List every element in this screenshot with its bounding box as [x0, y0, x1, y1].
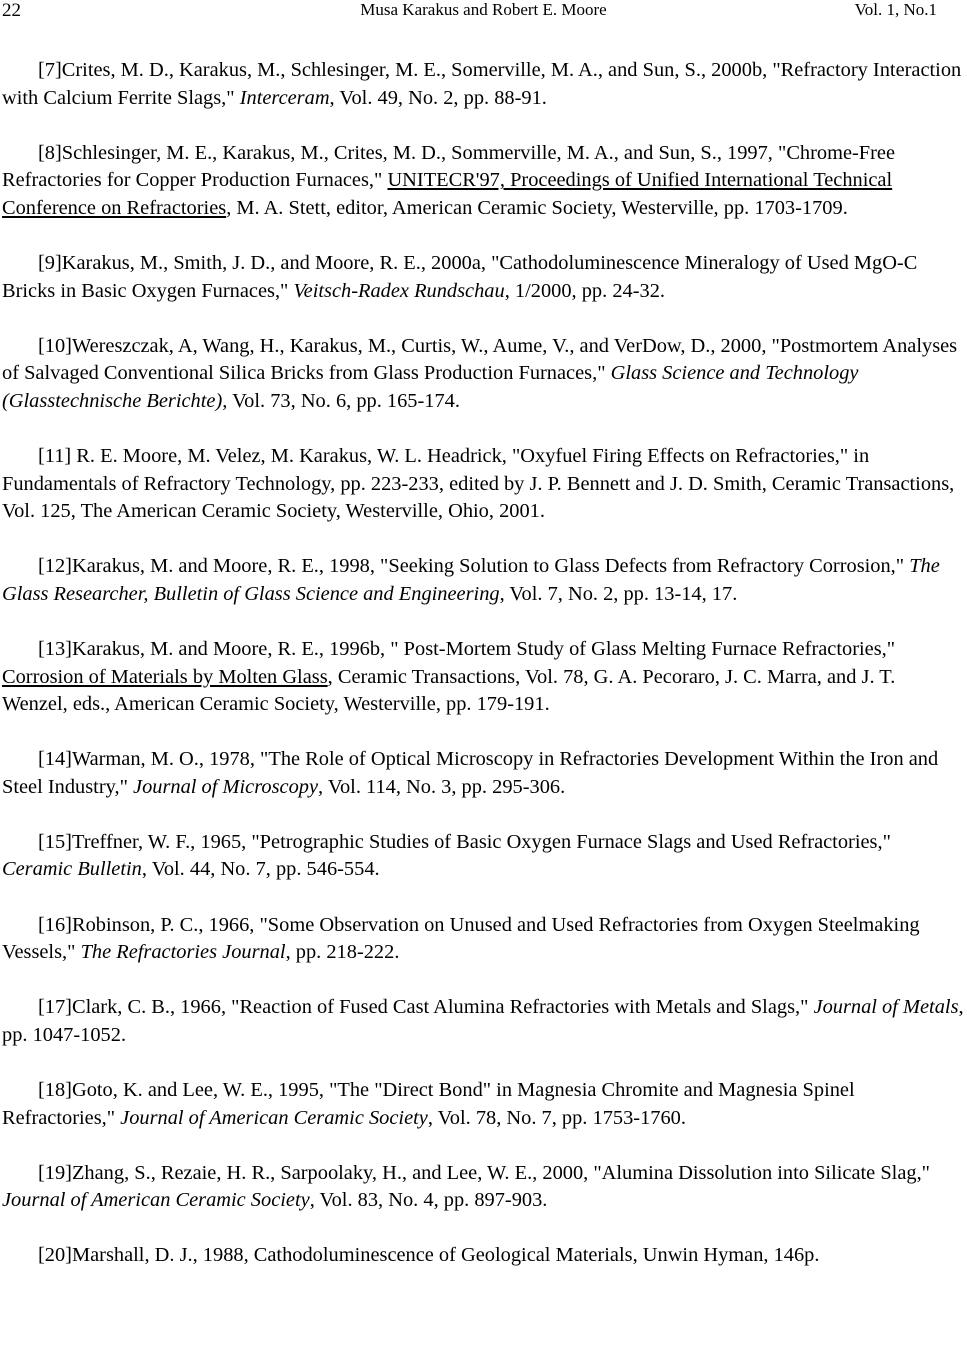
- reference-gap: [2, 222, 964, 250]
- reference-gap: [2, 719, 964, 747]
- reference-entry-18: [2, 1077, 964, 1132]
- reference-journal-title: Interceram: [239, 86, 330, 109]
- reference-text: [8]Schlesinger, M. E., Karakus, M., Crites, M. D., Sommerville, M. A., and Sun, S., 1997, "Chrome-Free Refractories for Copper Production Furnaces,": [2, 141, 896, 192]
- reference-gap: [2, 1049, 964, 1077]
- reference-journal-title: Veitsch-Radex Rundschau: [293, 279, 505, 302]
- reference-journal-title: Journal of Microscopy: [133, 775, 319, 798]
- reference-text: [16]Robinson, P. C., 1966, "Some Observation on Unused and Used Refractories from Oxygen Steelmaking Vessels,": [2, 913, 920, 964]
- reference-text: Vol. 73, No. 6, pp. 165-174.: [227, 389, 460, 412]
- reference-journal-title: The Glass Researcher, Bulletin of Glass Science and Engineering: [2, 555, 940, 605]
- reference-text: [13]Karakus, M. and Moore, R. E., 1996b, " Post-Mortem Study of Glass Melting Furnace Refractories,": [38, 637, 896, 660]
- reference-entry-9: [2, 250, 964, 305]
- reference-text: [19]Zhang, S., Rezaie, H. R., Sarpoolaky, H., and Lee, W. E., 2000, "Alumina Dissolution into Silicate Slag,": [38, 1161, 930, 1184]
- reference-text: , pp. 1047-1052.: [2, 996, 964, 1046]
- reference-gap: [2, 967, 964, 995]
- reference-text: [7]Crites, M. D., Karakus, M., Schlesinger, M. E., Somerville, M. A., and Sun, S., 2000b, "Refractory Interaction with Calcium Ferrite Slags,": [2, 59, 962, 109]
- reference-gap: [2, 1215, 964, 1243]
- reference-journal-title: The Refractories Journal: [80, 941, 286, 964]
- reference-entry-15: [2, 829, 964, 884]
- reference-text: , pp. 218-222.: [285, 941, 400, 964]
- reference-text: , M. A. Stett, editor, American Ceramic Society, Westerville, pp. 1703-1709.: [226, 196, 848, 219]
- reference-gap: [2, 526, 964, 554]
- reference-gap: [2, 801, 964, 829]
- running-header-volume: Vol. 1, No.1: [854, 0, 937, 19]
- reference-journal-title: Journal of American Ceramic Society: [120, 1106, 428, 1129]
- reference-text: [9]Karakus, M., Smith, J. D., and Moore, R. E., 2000a, "Cathodoluminescence Mineralogy of Used MgO-C Bricks in Basic Oxygen Furnaces,": [2, 251, 918, 302]
- reference-text: , Vol. 78, No. 7, pp. 1753-1760.: [427, 1106, 686, 1129]
- reference-text: , Vol. 83, No. 4, pp. 897-903.: [309, 1189, 548, 1212]
- reference-gap: [2, 305, 964, 333]
- reference-entry-17: [2, 994, 964, 1049]
- reference-gap: [2, 608, 964, 636]
- reference-text: [14]Warman, M. O., 1978, "The Role of Optical Microscopy in Refractories Development Within the Iron and Steel Industry,": [2, 748, 939, 798]
- reference-journal-title: Journal of Metals: [813, 996, 959, 1019]
- reference-entry-8: [2, 140, 964, 223]
- running-header-authors: Musa Karakus and Robert E. Moore: [360, 0, 607, 19]
- reference-gap: [2, 884, 964, 912]
- reference-journal-title: Ceramic Bulletin: [2, 858, 142, 881]
- reference-text: , Vol. 44, No. 7, pp. 546-554.: [141, 858, 380, 881]
- reference-proceedings-title: Corrosion of Materials by Molten Glass: [2, 665, 328, 688]
- reference-journal-title: Journal of American Ceramic Society: [2, 1189, 310, 1212]
- reference-text: , Vol. 49, No. 2, pp. 88-91.: [329, 86, 547, 109]
- reference-entry-7: [2, 57, 964, 112]
- reference-journal-title: Glass Science and Technology (Glasstechnische Berichte),: [2, 362, 859, 412]
- reference-text: [17]Clark, C. B., 1966, "Reaction of Fused Cast Alumina Refractories with Metals and Slags,": [38, 996, 814, 1019]
- reference-text: [20]Marshall, D. J., 1988, Cathodoluminescence of Geological Materials, Unwin Hyman, 146p.: [38, 1244, 820, 1267]
- reference-proceedings-title: UNITECR'97, Proceedings of Unified International Technical Conference on Refractories: [2, 169, 893, 219]
- reference-entry-12: [2, 553, 964, 608]
- reference-entry-13: [2, 636, 964, 719]
- reference-text: [15]Treffner, W. F., 1965, "Petrographic Studies of Basic Oxygen Furnace Slags and Used Refractories,": [38, 830, 891, 853]
- reference-text: [18]Goto, K. and Lee, W. E., 1995, "The "Direct Bond" in Magnesia Chromite and Magnesia Spinel Refractories,": [2, 1078, 855, 1129]
- reference-entry-14: [2, 746, 964, 801]
- reference-entry-19: [2, 1160, 964, 1215]
- reference-text: [11] R. E. Moore, M. Velez, M. Karakus, W. L. Headrick, "Oxyfuel Firing Effects on Refractories," in Fundamentals of Refractory Technology, pp. 223-233, edited by J. P. Bennett and J. D. Smith, Ceramic Transactions, Vol. 125, The American Ceramic Society, Westerville, Ohio, 2001.: [2, 444, 955, 523]
- reference-entry-16: [2, 912, 964, 967]
- reference-text: , Vol. 114, No. 3, pp. 295-306.: [318, 775, 566, 798]
- reference-gap: [2, 112, 964, 140]
- reference-text: , 1/2000, pp. 24-32.: [504, 279, 665, 302]
- reference-list: [2, 57, 964, 1270]
- reference-entry-11: [2, 443, 964, 526]
- reference-text: [10]Wereszczak, A, Wang, H., Karakus, M., Curtis, W., Aume, V., and VerDow, D., 2000, "Postmortem Analyses of Salvaged Conventional Silica Bricks from Glass Production Furnaces,": [2, 334, 958, 385]
- reference-entry-10: [2, 333, 964, 416]
- reference-text: , Ceramic Transactions, Vol. 78, G. A. Pecoraro, J. C. Marra, and J. T. Wenzel, eds., American Ceramic Society, Westerville, pp. 179-191.: [2, 665, 896, 716]
- reference-entry-20: [2, 1242, 964, 1270]
- reference-gap: [2, 1132, 964, 1160]
- running-header: [0, 0, 967, 24]
- reference-text: [12]Karakus, M. and Moore, R. E., 1998, "Seeking Solution to Glass Defects from Refractory Corrosion,": [38, 555, 910, 578]
- page-number: 22: [2, 0, 21, 21]
- reference-text: , Vol. 7, No. 2, pp. 13-14, 17.: [499, 582, 738, 605]
- reference-gap: [2, 415, 964, 443]
